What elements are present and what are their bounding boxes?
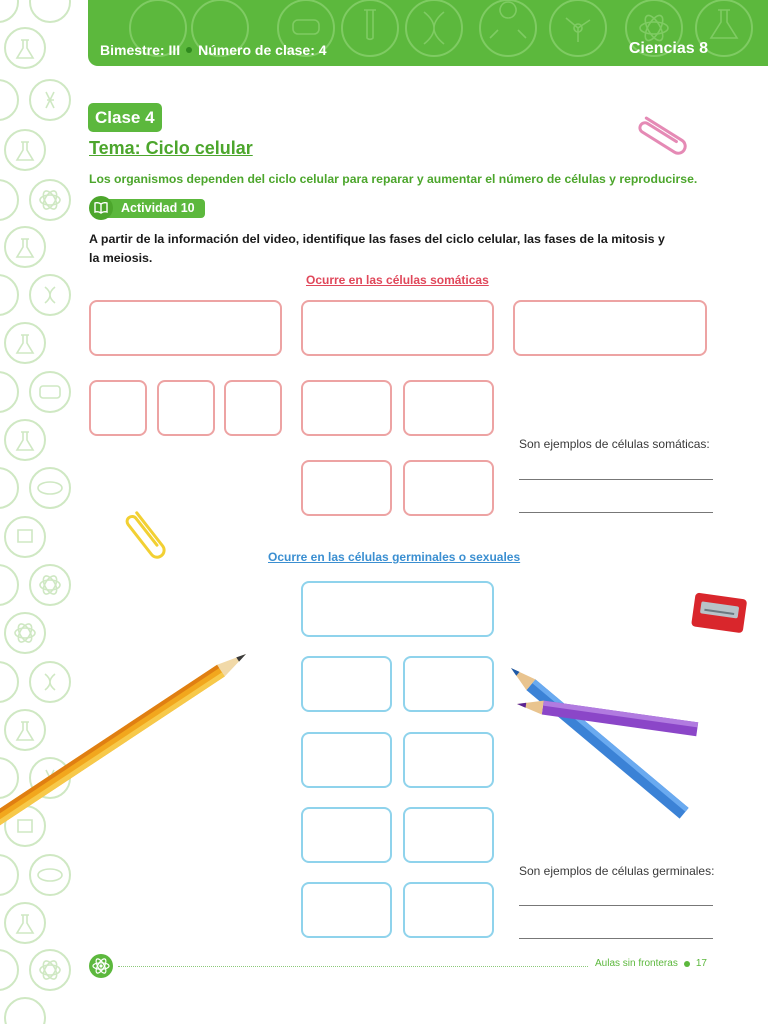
somatic-answer-line[interactable] <box>519 479 713 480</box>
somatic-examples-label: Son ejemplos de células somáticas: <box>519 437 710 451</box>
somatic-answer-box[interactable] <box>513 300 707 356</box>
topic-title: Tema: Ciclo celular <box>89 138 253 158</box>
germinal-answer-box[interactable] <box>403 732 494 788</box>
class-badge: Clase 4 <box>88 103 162 132</box>
activity-instructions: A partir de la información del video, identifique las fases del ciclo celular, las fases de la mitosis y la meiosis. <box>89 232 665 265</box>
bimestre-label: Bimestre: III <box>100 42 181 58</box>
germinal-examples-label: Son ejemplos de células germinales: <box>519 864 715 878</box>
somatic-answer-box[interactable] <box>403 380 494 436</box>
somatic-answer-box[interactable] <box>157 380 215 436</box>
sharpener-icon <box>690 590 750 638</box>
germinal-answer-box[interactable] <box>403 882 494 938</box>
germinal-answer-line[interactable] <box>519 905 713 906</box>
header-info <box>100 42 327 58</box>
class-number-label: Número de clase: 4 <box>198 42 327 58</box>
colored-pencils-icon <box>505 660 705 820</box>
germinal-answer-box[interactable] <box>301 732 392 788</box>
germinal-answer-line[interactable] <box>519 938 713 939</box>
somatic-answer-box[interactable] <box>89 380 147 436</box>
somatic-answer-line[interactable] <box>519 512 713 513</box>
germinal-answer-box[interactable] <box>301 656 392 712</box>
footer <box>595 958 707 969</box>
somatic-answer-box[interactable] <box>301 460 392 516</box>
page-number: 17 <box>695 958 707 969</box>
header-bar <box>88 0 768 66</box>
germinal-answer-box[interactable] <box>301 882 392 938</box>
footer-brand: Aulas sin fronteras <box>595 958 678 969</box>
yellow-paperclip-icon <box>118 505 174 567</box>
yellow-pencil-icon <box>0 648 250 840</box>
atom-icon <box>89 954 113 978</box>
separator-dot <box>186 47 192 53</box>
activity-label: Actividad 10 <box>107 199 205 218</box>
germinal-answer-box[interactable] <box>301 807 392 863</box>
book-icon <box>89 196 113 220</box>
intro-text: Los organismos dependen del ciclo celular para reparar y aumentar el número de células y reproducirse. <box>89 172 698 186</box>
pink-paperclip-icon <box>632 110 696 160</box>
somatic-answer-box[interactable] <box>224 380 282 436</box>
germinal-answer-box[interactable] <box>403 807 494 863</box>
subject-title: Ciencias 8 <box>628 40 708 57</box>
germinal-section-title: Ocurre en las células germinales o sexuales <box>268 550 521 564</box>
somatic-answer-box[interactable] <box>301 380 392 436</box>
germinal-answer-box[interactable] <box>301 581 494 637</box>
footer-divider <box>118 966 588 967</box>
somatic-section-title: Ocurre en las células somáticas <box>306 273 489 287</box>
germinal-answer-box[interactable] <box>403 656 494 712</box>
somatic-answer-box[interactable] <box>89 300 282 356</box>
activity-header <box>89 197 205 219</box>
footer-dot <box>684 961 690 967</box>
somatic-answer-box[interactable] <box>301 300 494 356</box>
somatic-answer-box[interactable] <box>403 460 494 516</box>
science-icon-pattern <box>0 0 78 1024</box>
